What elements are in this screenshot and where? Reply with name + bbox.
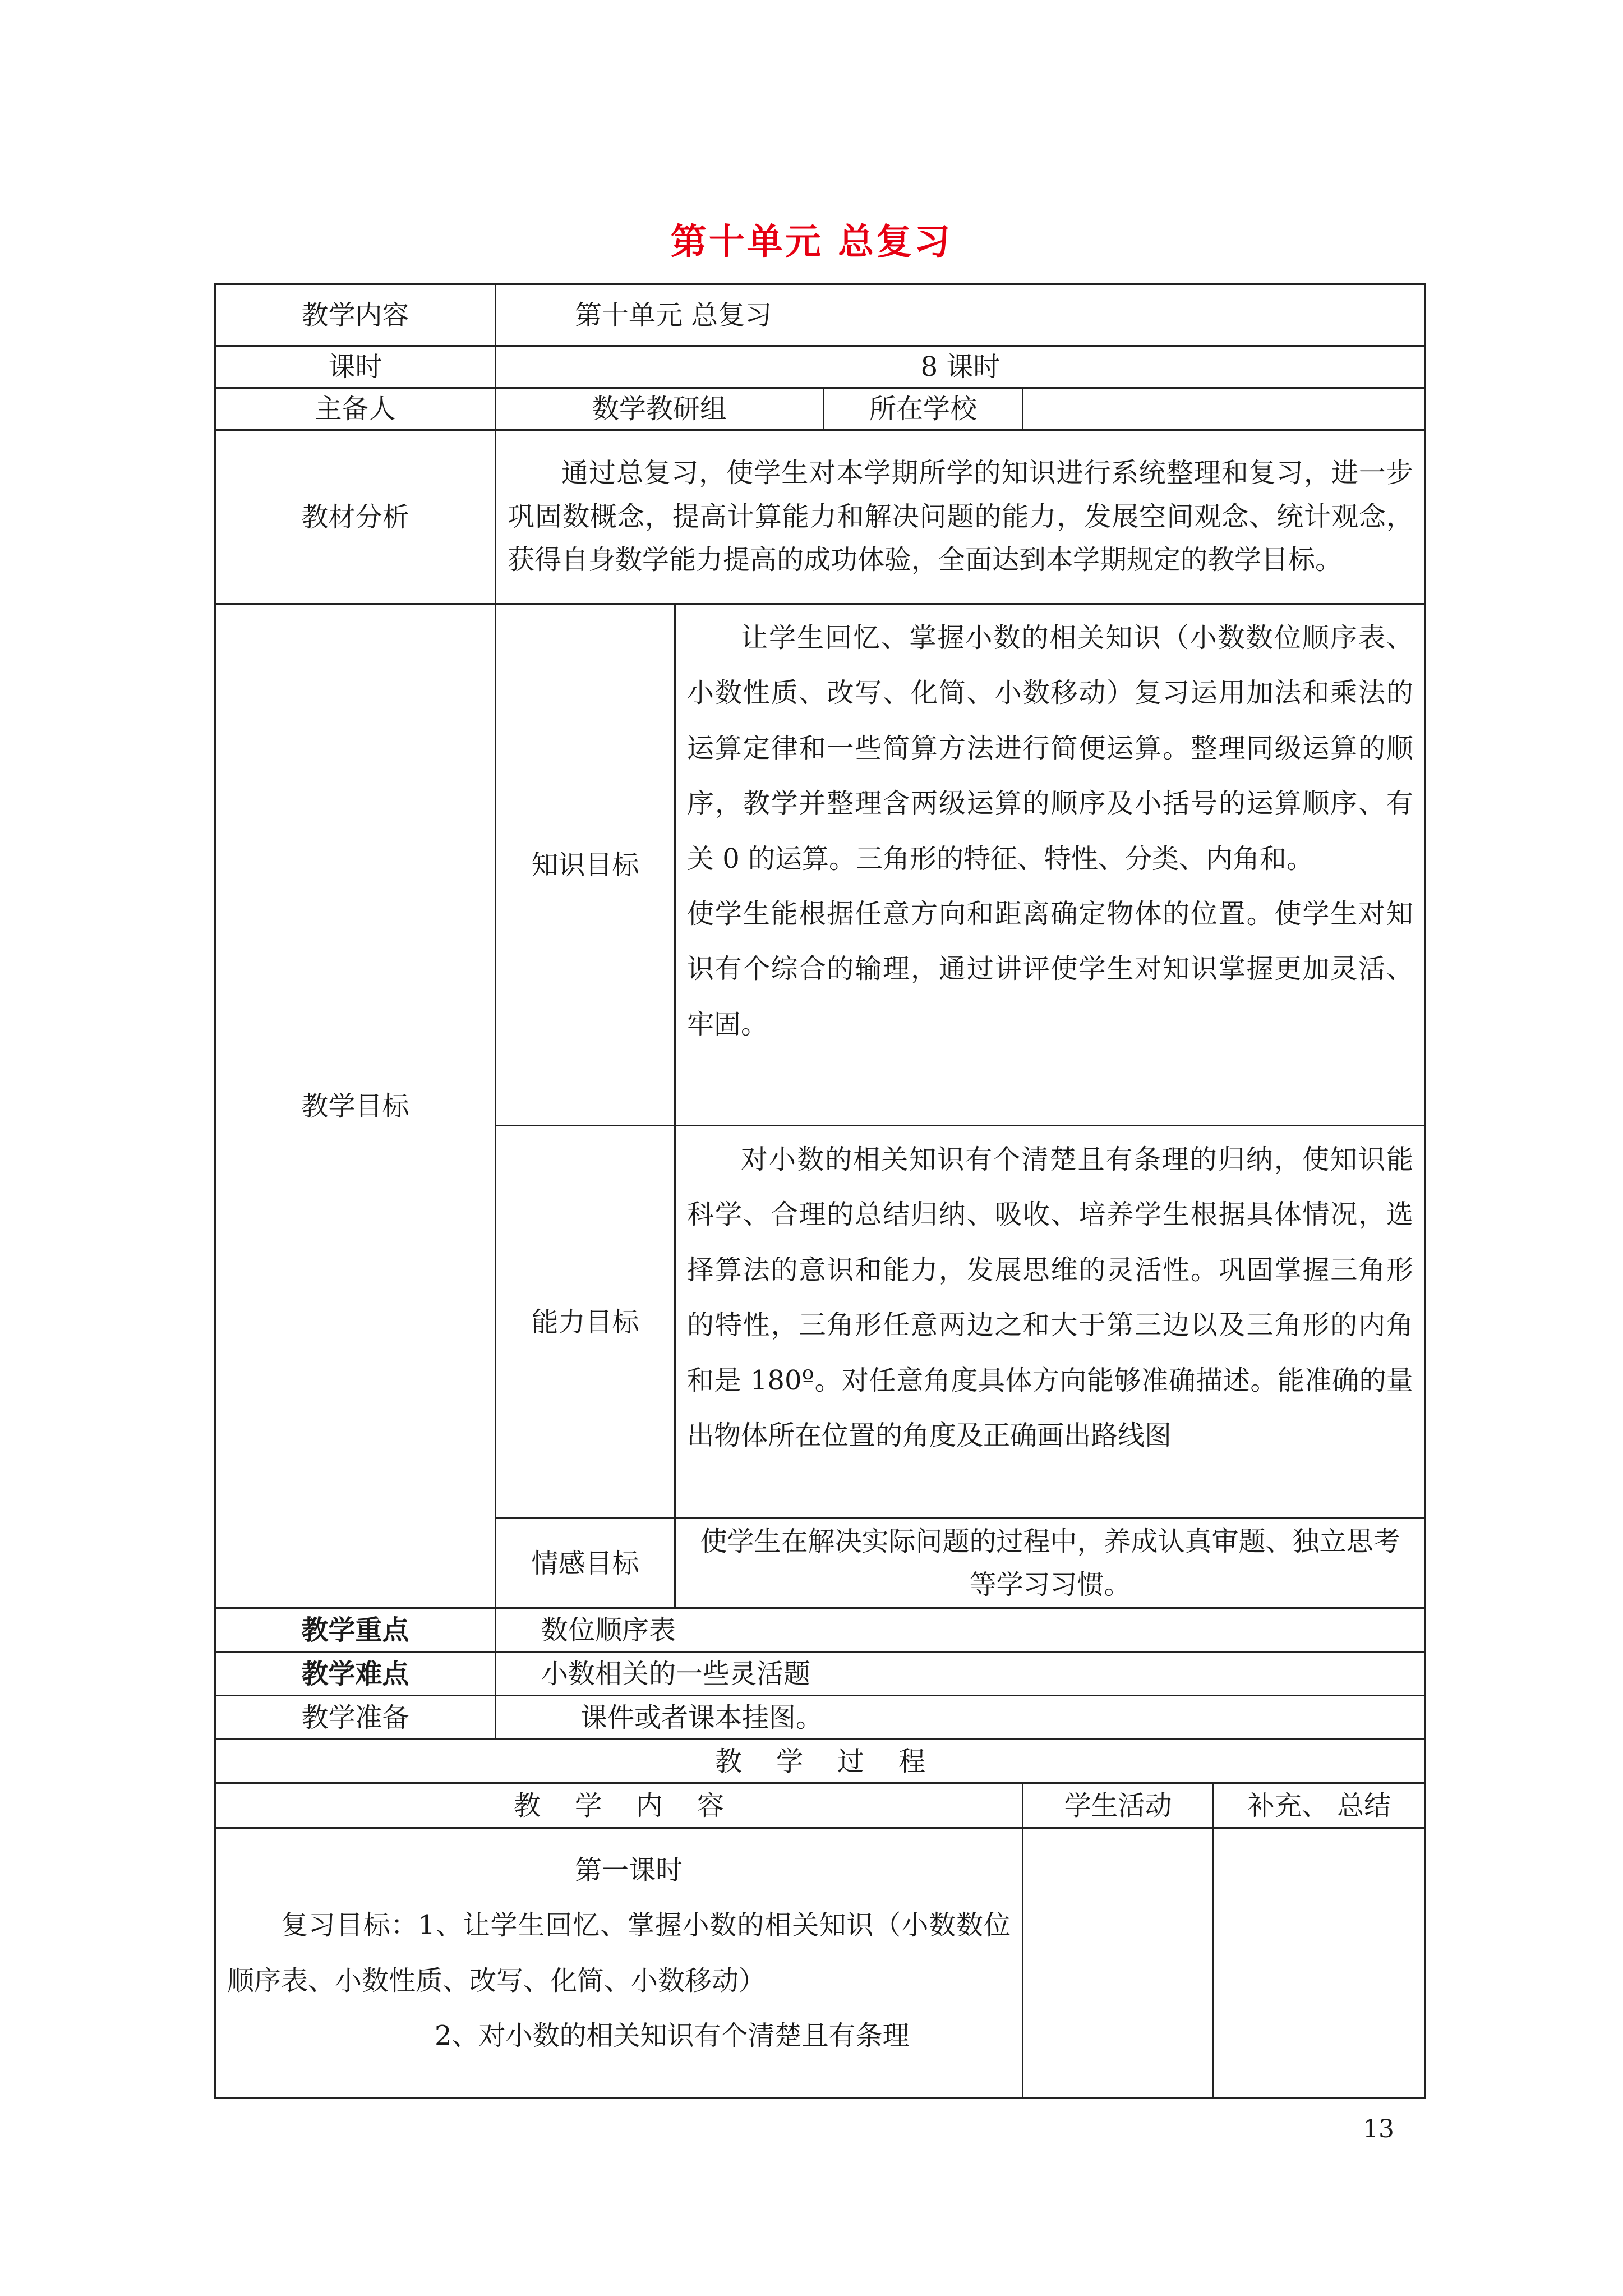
knowledge-label: 知识目标 [496,604,675,1126]
student-activity-cell [1023,1828,1214,2099]
page-number: 13 [1363,2115,1394,2143]
goals-label: 教学目标 [215,604,496,1608]
column-header-activity: 学生活动 [1023,1783,1214,1828]
row-hours [215,346,1426,388]
preparer-value: 数学教研组 [496,388,824,430]
page-title: 第十单元 总复习 [670,221,953,263]
key-point-value: 数位顺序表 [496,1608,1426,1652]
lesson-goal-2: 2、对小数的相关知识有个清楚且有条理 [435,2020,910,2052]
knowledge-content [675,604,1426,1126]
ability-content [675,1126,1426,1519]
key-point-label: 教学重点 [215,1608,496,1652]
emotion-label: 情感目标 [496,1519,675,1608]
lesson-plan-table-wrapper [214,283,1424,2099]
lesson-content [215,1828,1023,2099]
row-preparation [215,1696,1426,1740]
row-key-point [215,1608,1426,1652]
analysis-text: 通过总复习，使学生对本学期所学的知识进行系统整理和复习，进一步巩固数概念，提高计算能力和解决问题的能力，发展空间观念、统计观念，获得自身数学能力提高的成功体验，全面达到本学期规定的教学目标。 [496,430,1426,604]
content-value: 第十单元 总复习 [496,284,1426,346]
row-content [215,284,1426,346]
row-process-header [215,1740,1426,1783]
content-label: 教学内容 [215,284,496,346]
analysis-label: 教材分析 [215,430,496,604]
emotion-text: 使学生在解决实际问题的过程中，养成认真审题、独立思考等学习习惯。 [675,1519,1426,1608]
school-label: 所在学校 [824,388,1023,430]
preparer-label: 主备人 [215,388,496,430]
knowledge-paragraph-1: 让学生回忆、掌握小数的相关知识（小数数位顺序表、小数性质、改写、化简、小数移动）复习运用加法和乘法的运算定律和一些简算方法进行简便运算。整理同级运算的顺序，教学并整理含两级运算的顺序及小括号的运算顺序、有关 0 的运算。三角形的特征、特性、分类、内角和。 [687,622,1414,875]
preparation-label: 教学准备 [215,1696,496,1740]
process-header: 教 学 过 程 [215,1740,1426,1783]
knowledge-paragraph-2: 使学生能根据任意方向和距离确定物体的位置。使学生对知识有个综合的输理，通过讲评使学生对知识掌握更加灵活、牢固。 [687,898,1414,1040]
lesson-goal-1: 复习目标：1、让学生回忆、掌握小数的相关知识（小数数位顺序表、小数性质、改写、化简、小数移动） [227,1910,1011,1996]
difficulty-value: 小数相关的一些灵活题 [496,1652,1426,1696]
row-knowledge-goal [215,604,1426,1126]
difficulty-label: 教学难点 [215,1652,496,1696]
ability-paragraph: 对小数的相关知识有个清楚且有条理的归纳，使知识能科学、合理的总结归纳、吸收、培养学生根据具体情况，选择算法的意识和能力，发展思维的灵活性。巩固掌握三角形的特性，三角形任意两边之和大于第三边以及三角形的内角和是 180º。对任意角度具体方向能够准确描述。能准确的量出物体所在位置的角度及正确画出路线图 [687,1144,1414,1451]
column-header-summary: 补充、 总结 [1214,1783,1426,1828]
row-difficulty [215,1652,1426,1696]
row-analysis [215,430,1426,604]
lesson-plan-table [214,283,1426,2099]
hours-label: 课时 [215,346,496,388]
ability-label: 能力目标 [496,1126,675,1519]
row-preparer [215,388,1426,430]
summary-cell [1214,1828,1426,2099]
column-header-content: 教 学 内 容 [215,1783,1023,1828]
preparation-value: 课件或者课本挂图。 [496,1696,1426,1740]
hours-value: 8 课时 [496,346,1426,388]
lesson-title: 第一课时 [575,1855,683,1886]
row-lesson-body [215,1828,1426,2099]
school-value [1023,388,1426,430]
row-column-headers [215,1783,1426,1828]
